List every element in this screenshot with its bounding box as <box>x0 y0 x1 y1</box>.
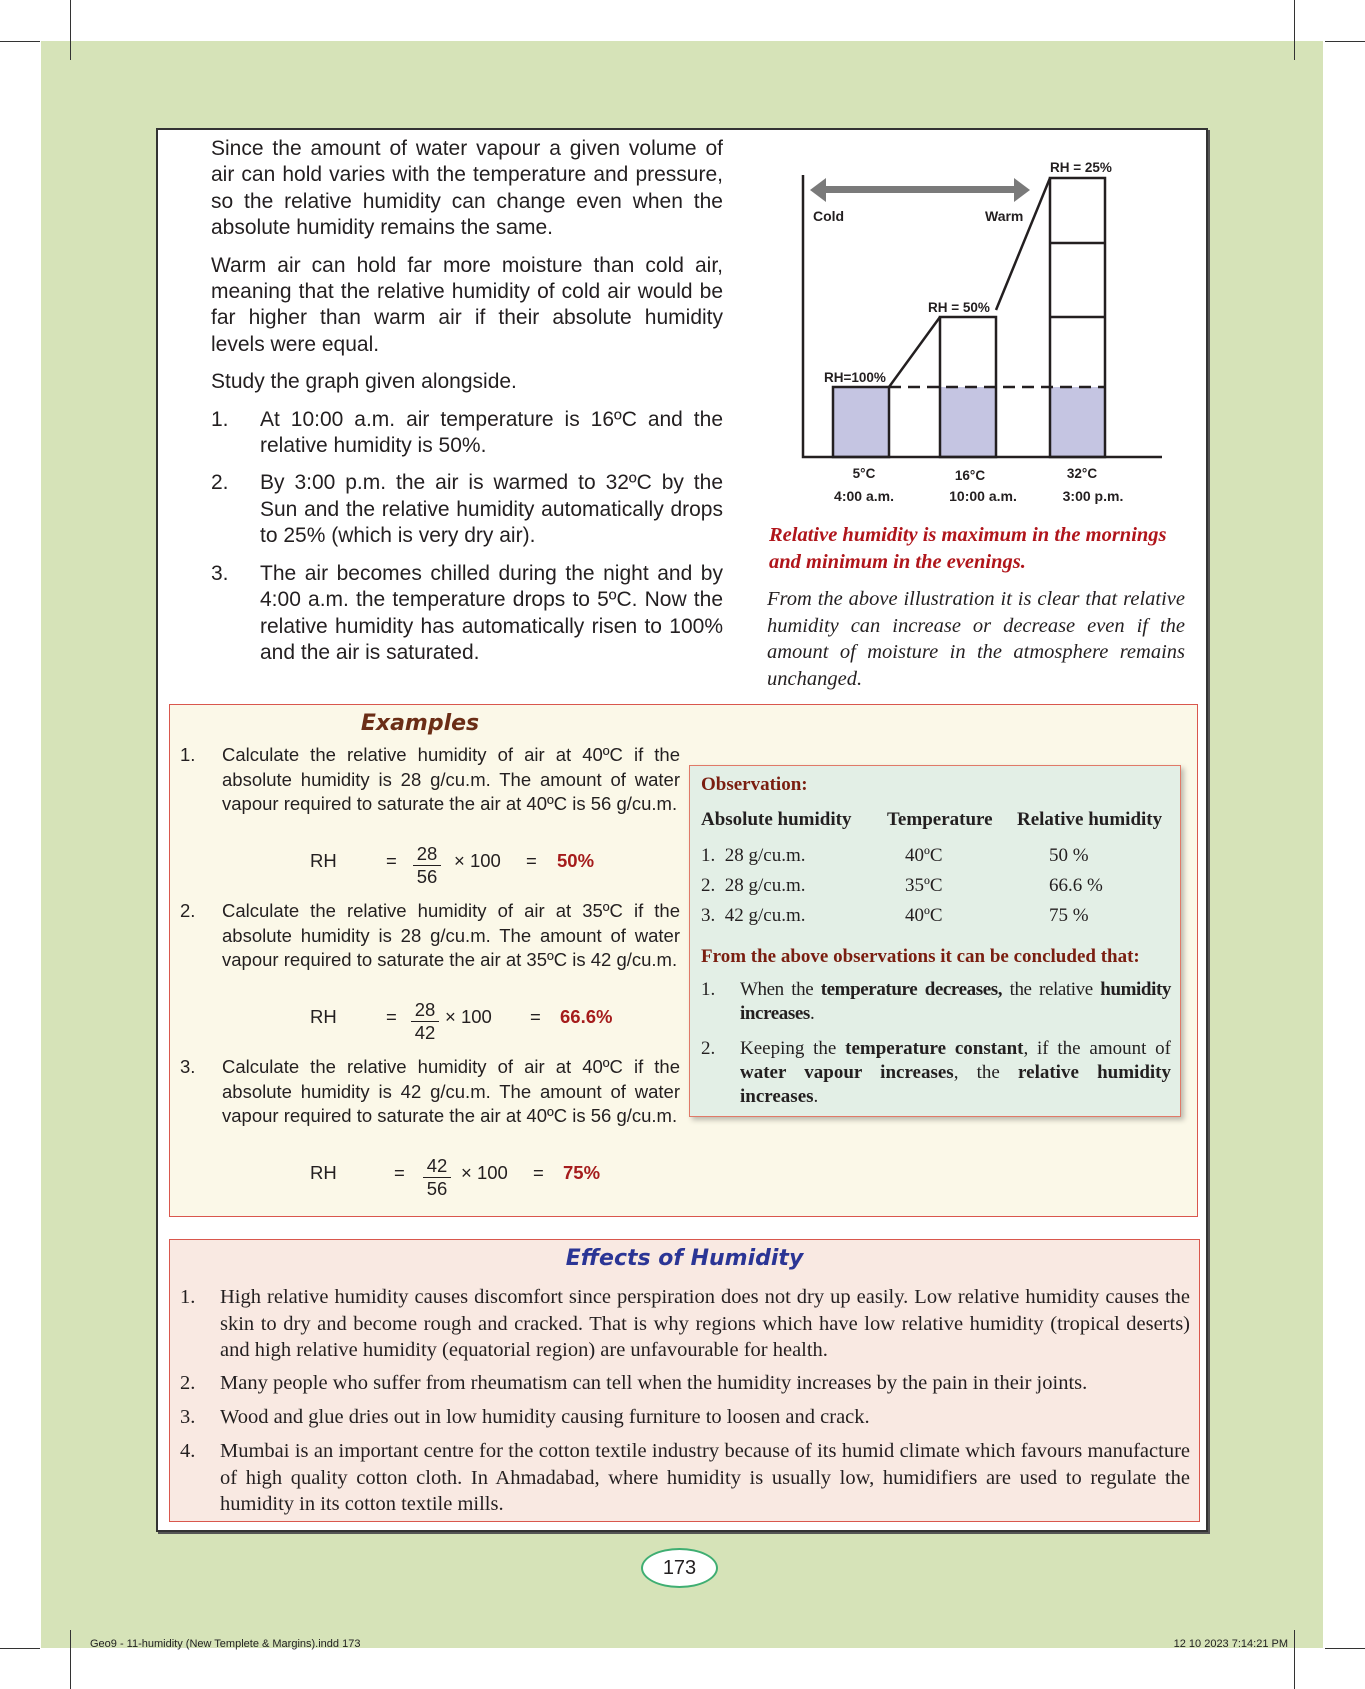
numerator: 42 <box>423 1155 451 1178</box>
text: the relative <box>1002 979 1101 1000</box>
item-number: 4. <box>180 1440 196 1462</box>
item-text: High relative humidity causes discomfort since perspiration does not dry up easily. Low relative humidity causes the skin to dry and become rough and cracked. That is why regions which have low relative humidity (tropical deserts) and high relative humidity (equatorial region) are unfavourable for health. <box>220 1286 1190 1361</box>
cell: 2. 28 g/cu.m. <box>701 875 806 896</box>
connector-line <box>996 178 1050 310</box>
examples-title: Examples <box>360 711 480 736</box>
vapour-fill <box>833 387 889 457</box>
equals: = <box>386 850 397 871</box>
page-number: 173 <box>641 1548 718 1588</box>
intro-text <box>211 136 723 677</box>
effect-item <box>180 1284 1190 1364</box>
crop-mark <box>0 1648 40 1649</box>
denominator: 56 <box>416 866 438 887</box>
list-item <box>211 407 723 460</box>
item-text: By 3:00 p.m. the air is warmed to 32ºC by the Sun and the relative humidity automatically drops to 25% (which is very dry air). <box>260 471 723 548</box>
text: Keeping the <box>740 1038 846 1059</box>
result: 50% <box>557 850 595 871</box>
equals: = <box>386 1006 397 1027</box>
rh-symbol: RH <box>310 1006 337 1027</box>
cell: 40ºC <box>905 845 943 866</box>
conclusion-title: From the above observations it can be concluded that: <box>701 946 1140 967</box>
effects-box <box>169 1239 1200 1522</box>
effect-item <box>180 1438 1190 1518</box>
text: When the <box>740 979 821 1000</box>
time-label: 3:00 p.m. <box>1062 488 1124 504</box>
rh-symbol: RH <box>310 1162 337 1183</box>
item-text: Wood and glue dries out in low humidity causing furniture to loosen and crack. <box>220 1406 870 1428</box>
item-text: Mumbai is an important centre for the cotton textile industry because of its humid climate which favours manufacture of high quality cotton cloth. In Ahmadabad, where humidity is usually low, humidifiers are used to regulate the humidity in its cotton textile mills. <box>220 1440 1190 1515</box>
item-text: Calculate the relative humidity of air at 35ºC if the absolute humidity is 28 g/cu.m. The amount of water vapour required to saturate the air at 35ºC is 42 g/cu.m. <box>222 900 680 970</box>
crop-mark <box>1294 1630 1295 1689</box>
item-number: 1. <box>180 1286 196 1308</box>
text: , if the amount of <box>1023 1038 1171 1059</box>
cell: 75 % <box>1049 905 1089 926</box>
intro-paragraph: Warm air can hold far more moisture than cold air, meaning that the relative humidity of cold air would be far higher than warm air if their absolute humidity levels were equal. <box>211 253 723 356</box>
equals: = <box>530 1006 541 1027</box>
footer-filename: Geo9 - 11-humidity (New Templete & Margins).indd 173 <box>90 1638 361 1650</box>
item-number: 3. <box>180 1406 196 1428</box>
cold-label: Cold <box>813 208 845 224</box>
cell: 3. 42 g/cu.m. <box>701 905 806 926</box>
numerator: 28 <box>411 999 439 1022</box>
example-item <box>180 899 680 973</box>
emphasis: relative humidity increases <box>740 1062 1171 1107</box>
effect-item <box>180 1370 1190 1397</box>
cold-warm-arrow <box>810 178 1030 202</box>
item-number: 3. <box>211 561 229 585</box>
intro-paragraph: Since the amount of water vapour a given volume of air can hold varies with the temperature and pressure, so the relative humidity can change even when the absolute humidity remains the same. <box>211 137 723 240</box>
time-label: 10:00 a.m. <box>949 488 1017 504</box>
result: 75% <box>563 1162 601 1183</box>
denominator: 56 <box>426 1178 448 1199</box>
equals: = <box>394 1162 405 1183</box>
list-item <box>211 470 723 549</box>
multiplier: × 100 <box>454 850 501 871</box>
emphasis: water vapour increases <box>740 1062 954 1083</box>
vapour-fill <box>940 387 996 457</box>
item-number: 1. <box>180 744 196 765</box>
warm-label: Warm <box>985 208 1024 224</box>
humidity-diagram <box>790 150 1170 510</box>
crop-mark <box>70 1630 71 1689</box>
rh-symbol: RH <box>310 850 337 871</box>
vapour-fill <box>1050 387 1105 457</box>
item-text: The air becomes chilled during the night and by 4:00 a.m. the temperature drops to 5ºC. Now the relative humidity has automatically risen to 100% and the air is saturated. <box>260 561 723 664</box>
conclusion-item <box>701 978 1171 1026</box>
column-header: Absolute humidity <box>701 809 852 830</box>
intro-paragraph: Study the graph given alongside. <box>211 370 517 394</box>
item-number: 1. <box>211 407 229 431</box>
text: . <box>813 1086 819 1107</box>
crop-mark <box>70 0 71 60</box>
emphasis: temperature constant <box>845 1038 1024 1059</box>
observation-title: Observation: <box>701 774 808 795</box>
temp-label: 32°C <box>1066 466 1098 481</box>
multiplier: × 100 <box>461 1162 508 1183</box>
temp-label: 16°C <box>954 468 986 483</box>
item-number: 2. <box>211 471 229 495</box>
item-text: At 10:00 a.m. air temperature is 16ºC and the relative humidity is 50%. <box>260 407 723 458</box>
observation-box <box>689 765 1181 1117</box>
item-text: Calculate the relative humidity of air at 40ºC if the absolute humidity is 42 g/cu.m. The amount of water vapour required to saturate the air at 40ºC is 56 g/cu.m. <box>222 1056 680 1126</box>
text: , the <box>953 1062 1019 1083</box>
fraction <box>423 1155 451 1200</box>
diagram-caption: Relative humidity is maximum in the mornings and minimum in the evenings. <box>769 524 1167 573</box>
fraction <box>411 999 439 1044</box>
effects-title: Effects of Humidity <box>565 1246 804 1271</box>
diagram-explanation: From the above illustration it is clear that relative humidity can increase or decrease even if the amount of moisture in the atmosphere remains unchanged. <box>767 588 1185 690</box>
list-item <box>211 561 723 667</box>
column-header: Temperature <box>887 809 993 830</box>
result: 66.6% <box>560 1006 613 1027</box>
rh-label: RH = 25% <box>1050 160 1112 175</box>
item-number: 3. <box>180 1056 196 1077</box>
footer-timestamp: 12 10 2023 7:14:21 PM <box>1173 1638 1288 1650</box>
cell: 1. 28 g/cu.m. <box>701 845 806 866</box>
equals: = <box>526 850 537 871</box>
cell: 50 % <box>1049 845 1089 866</box>
crop-mark <box>1325 41 1365 42</box>
fraction <box>413 843 441 888</box>
denominator: 42 <box>414 1022 436 1043</box>
item-text: Many people who suffer from rheumatism can tell when the humidity increases by the pain in their joints. <box>220 1372 1088 1394</box>
item-number: 1. <box>701 979 716 1000</box>
item-number: 2. <box>180 900 196 921</box>
cell: 66.6 % <box>1049 875 1103 896</box>
connector-line <box>889 317 940 387</box>
crop-mark <box>1325 1648 1365 1649</box>
column-header: Relative humidity <box>1017 809 1163 830</box>
crop-mark <box>0 41 40 42</box>
item-text: Calculate the relative humidity of air at 40ºC if the absolute humidity is 28 g/cu.m. The amount of water vapour required to saturate the air at 40ºC is 56 g/cu.m. <box>222 744 680 814</box>
item-number: 2. <box>180 1372 196 1394</box>
effect-item <box>180 1404 1190 1431</box>
rh-label: RH = 50% <box>928 300 990 315</box>
emphasis: humidity increases <box>740 979 1171 1024</box>
temp-label: 5°C <box>852 466 876 481</box>
emphasis: temperature decreases, <box>820 979 1003 1000</box>
numerator: 28 <box>413 843 441 866</box>
rh-label: RH=100% <box>824 370 886 385</box>
equals: = <box>533 1162 544 1183</box>
example-item <box>180 1055 680 1129</box>
crop-mark <box>1294 0 1295 60</box>
example-item <box>180 743 680 817</box>
item-number: 2. <box>701 1038 716 1059</box>
cell: 35ºC <box>905 875 943 896</box>
text: . <box>809 1003 815 1024</box>
multiplier: × 100 <box>445 1006 492 1027</box>
time-label: 4:00 a.m. <box>834 488 894 504</box>
cell: 40ºC <box>905 905 943 926</box>
conclusion-item <box>701 1037 1171 1109</box>
